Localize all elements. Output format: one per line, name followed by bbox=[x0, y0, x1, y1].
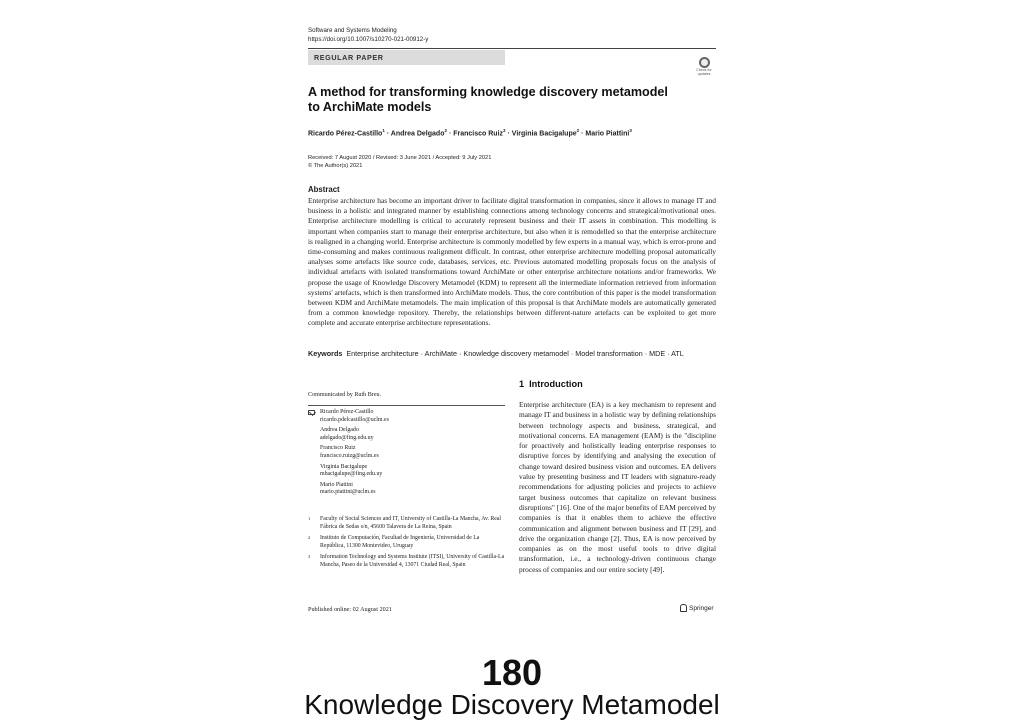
publisher-name: Springer bbox=[689, 604, 714, 612]
affiliation-number: 1 bbox=[308, 516, 311, 521]
affiliation-text: Information Technology and Systems Institute (ITSI), University of Castilla-La Mancha, Paseo de la Universidad 4, 13071 Ciudad Real, Spain bbox=[320, 554, 505, 568]
section-title: Introduction bbox=[529, 379, 583, 389]
author-affiliation-ref: 1 bbox=[382, 128, 385, 133]
author-list bbox=[308, 128, 716, 137]
contact-email[interactable]: mario.piattini@uclm.es bbox=[320, 489, 376, 496]
slide-caption: Knowledge Discovery Metamodel bbox=[304, 689, 720, 720]
author-name[interactable]: Andrea Delgado bbox=[390, 130, 445, 138]
paper-type-label: REGULAR PAPER bbox=[308, 50, 505, 65]
author-affiliation-ref: 2 bbox=[444, 128, 447, 133]
contact-email[interactable]: mbacigalupe@fing.edu.uy bbox=[320, 471, 383, 478]
author-affiliation-ref: 2 bbox=[576, 128, 580, 133]
affiliation-list bbox=[308, 516, 505, 574]
communicated-by: Communicated by Ruth Breu. bbox=[308, 392, 382, 398]
check-for-updates-badge[interactable] bbox=[692, 54, 716, 78]
author-name[interactable]: Mario Piattini bbox=[585, 130, 630, 138]
contact-email[interactable]: adelgado@fing.edu.uy bbox=[320, 434, 374, 441]
contact-entry bbox=[308, 445, 505, 460]
published-online: Published online: 02 August 2021 bbox=[308, 606, 392, 613]
paper-title: A method for transforming knowledge discovery metamodel to ArchiMate models bbox=[308, 85, 668, 114]
footnote-rule bbox=[308, 405, 505, 406]
contact-email[interactable]: ricardo.pdelcastillo@uclm.es bbox=[320, 416, 389, 423]
contact-list bbox=[308, 409, 505, 500]
journal-name: Software and Systems Modeling bbox=[308, 27, 397, 34]
author-separator: · bbox=[447, 130, 454, 138]
section-number: 1 bbox=[519, 379, 525, 389]
contact-name: Mario Piattini bbox=[320, 481, 353, 488]
header-rule bbox=[308, 48, 716, 49]
slide-number: 180 bbox=[481, 652, 543, 693]
copyright: © The Author(s) 2021 bbox=[308, 163, 363, 169]
author-name[interactable]: Ricardo Pérez-Castillo bbox=[308, 130, 383, 138]
contact-entry bbox=[308, 464, 505, 479]
contact-name: Ricardo Pérez-Castillo bbox=[320, 409, 374, 415]
journal-header bbox=[308, 26, 428, 44]
springer-horse-icon bbox=[680, 604, 687, 612]
check-updates-label: Check for updates bbox=[696, 67, 712, 76]
author-affiliation-ref: 3 bbox=[629, 128, 632, 133]
keywords-label: Keywords bbox=[308, 349, 343, 358]
contact-name: Andrea Delgado bbox=[320, 427, 359, 434]
author-name[interactable]: Virginia Bacigalupe bbox=[511, 130, 577, 138]
author-affiliation-ref: 3 bbox=[503, 128, 506, 133]
affiliation-entry bbox=[308, 535, 505, 550]
author-separator: · bbox=[505, 130, 512, 138]
dates-block bbox=[308, 154, 491, 170]
doi-link[interactable]: https://doi.org/10.1007/s10270-021-00912-y bbox=[308, 36, 429, 43]
contact-entry bbox=[308, 482, 505, 497]
author-name[interactable]: Francisco Ruiz bbox=[453, 130, 504, 138]
affiliation-entry bbox=[308, 516, 505, 531]
contact-entry bbox=[308, 409, 505, 424]
affiliation-text: Faculty of Social Sciences and IT, University of Castilla-La Mancha, Av. Real Fábrica de Sedas s/n, 45600 Talavera de La Reina, Spain bbox=[320, 516, 501, 530]
keywords-line bbox=[308, 349, 716, 358]
author-separator: · bbox=[384, 130, 391, 138]
contact-name: Virginia Bacigalupe bbox=[320, 463, 368, 470]
contact-email[interactable]: francisco.ruizg@uclm.es bbox=[320, 452, 379, 459]
affiliation-entry bbox=[308, 554, 505, 569]
affiliation-number: 3 bbox=[308, 554, 311, 560]
received-dates: Received: 7 August 2020 / Revised: 3 June 2021 / Accepted: 9 July 2021 bbox=[308, 155, 492, 161]
abstract-text: Enterprise architecture has become an important driver to facilitate digital transformation in companies, since it allows to manage IT and business in a holistic and integrated manner by establishing connections among technology concerns and strategical/motivational ones. Enterprise architecture modelling is critical to accurately represent business and their IT assets in combination. This modelling is important when companies start to manage their enterprise architecture, but also when it is remodelled so that the enterprise architecture is realigned in a changing world. Enterprise architecture is commonly modelled by few experts in a manual way, which is error-prone and time-consuming and makes continuous realignment difficult. In contrast, other enterprise architecture modelling proposal automatically analyses some artefacts like source code, databases, services, etc. Previous automated modelling proposals focus on the analysis of individual artefacts with isolated transformations toward ArchiMate or other enterprise architecture notations and/or frameworks. We propose the usage of Knowledge Discovery Metamodel (KDM) to represent all the intermediate information retrieved from information systems' artefacts, which is then transformed into ArchiMate models. Thus, the core contribution of this paper is the model transformation between KDM and ArchiMate metamodels. The main implication of this proposal is that ArchiMate models are automatically generated from a common knowledge repository. Thereby, the relationships between different-nature artefacts can be exploited to get more complete and accurate enterprise architecture representations. bbox=[308, 196, 716, 328]
affiliation-number: 2 bbox=[308, 535, 311, 541]
contact-name: Francisco Ruiz bbox=[320, 445, 356, 452]
introduction-text: Enterprise architecture (EA) is a key mechanism to represent and manage IT and business in a holistic way by defining relationships between technology aspects and business, strategical, and motivational concerns. EA management (EAM) is the "discipline for proactively and holistically leading enterprise responses to disruptive forces by identifying and analysing the execution of change toward desired business vision and outcomes. EA delivers value by presenting business and IT leaders with signature-ready recommendations for adjusting policies and projects to achieve target business outcomes that capitalize on relevant business disruptions" [16]. One of the major benefits of EAM perceived by companies is that it enables them to achieve the effective communication and alignment between business and IT [29], and drive the organization change [2]. Thus, EA is now perceived by companies as on the most useful tools to drive digital transformation, i.e., a technology-driven continuous change process of companies and our entire society [49]. bbox=[519, 400, 716, 574]
keywords-list: Enterprise architecture · ArchiMate · Knowledge discovery metamodel · Model transformation · MDE · ATL bbox=[346, 349, 684, 358]
abstract-heading: Abstract bbox=[308, 185, 340, 194]
envelope-icon bbox=[308, 410, 315, 415]
publisher-logo bbox=[680, 604, 714, 612]
check-updates-icon bbox=[699, 57, 710, 68]
paper-page bbox=[308, 24, 716, 620]
section-heading-introduction bbox=[519, 379, 583, 389]
affiliation-text: Instituto de Computación, Facultad de Ingeniería, Universidad de La República, 11300 Montevideo, Uruguay bbox=[320, 535, 480, 549]
contact-entry bbox=[308, 427, 505, 442]
author-separator: · bbox=[579, 130, 586, 138]
